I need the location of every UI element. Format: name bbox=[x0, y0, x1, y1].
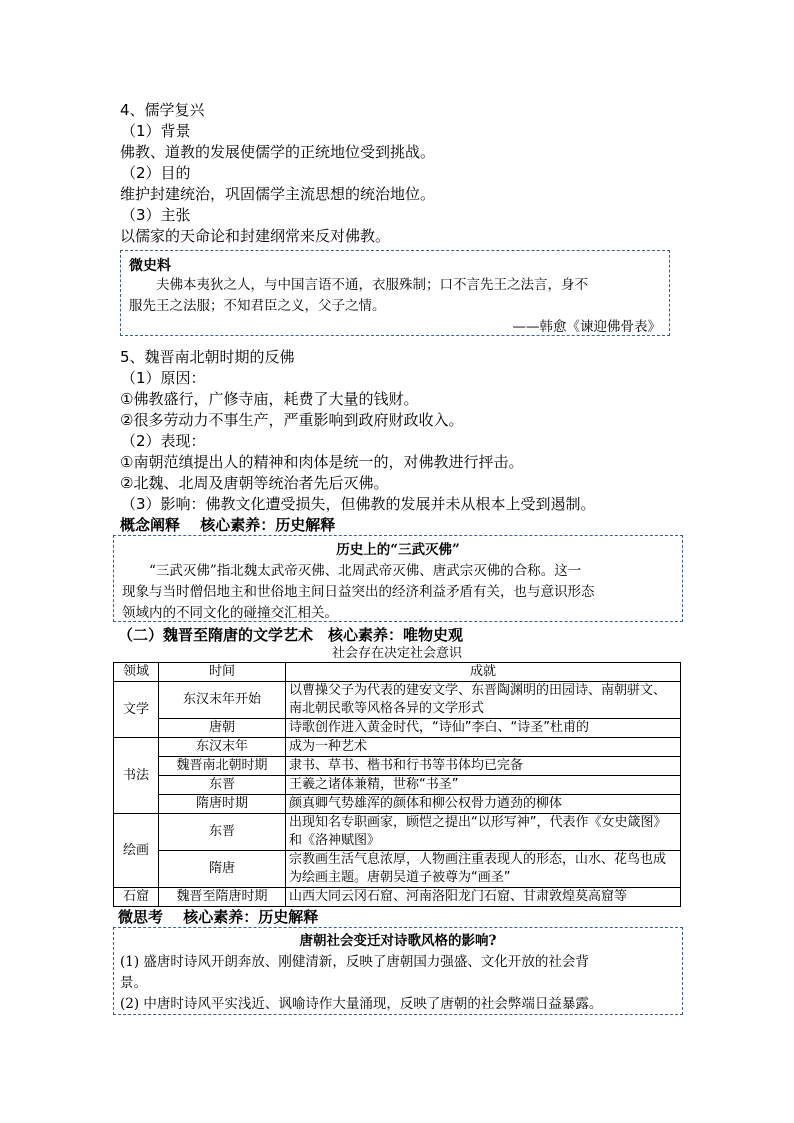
achievement-cell: 隶书、草书、楷书和行书等书体均已完备 bbox=[286, 757, 681, 776]
section4-title: 4、儒学复兴 bbox=[120, 101, 205, 119]
impact-text: （3）影响：佛教文化遭受损失，但佛教的发展并未从根本上受到遏制。 bbox=[121, 495, 596, 513]
achievement-cell: 诗歌创作进入黄金时代，“诗仙”李白、“诗圣”杜甫的 bbox=[286, 719, 681, 738]
table-row bbox=[114, 814, 681, 851]
concept-box-title: 历史上的“三武灭佛” bbox=[336, 542, 460, 558]
reflect-heading: 微思考 核心素养：历史解释 bbox=[118, 908, 319, 926]
cause-item-1: ①佛教盛行，广修寺庙，耗费了大量的钱财。 bbox=[120, 390, 419, 408]
time-cell: 东汉末年 bbox=[159, 738, 286, 757]
time-cell: 魏晋至隋唐时期 bbox=[159, 888, 286, 907]
concept-line3: 领域内的不同文化的碰撞交汇相关。 bbox=[122, 605, 338, 621]
concept-box bbox=[113, 535, 683, 622]
cause-item-2: ②很多劳动力不事生产，严重影响到政府财政收入。 bbox=[120, 411, 464, 429]
micro-history-line2: 服先王之法服；不知君臣之义，父子之情。 bbox=[129, 298, 386, 314]
concept-line1: “三武灭佛”指北魏太武帝灭佛、北周武帝灭佛、唐武宗灭佛的合称。这一 bbox=[149, 563, 582, 579]
reflect-question: 唐朝社会变迁对诗歌风格的影响? bbox=[299, 933, 497, 949]
achievements-table bbox=[113, 662, 681, 907]
achievement-cell: 王羲之诸体兼精，世称“书圣” bbox=[286, 776, 681, 795]
time-cell: 东晋 bbox=[159, 814, 286, 851]
reflect-answer-1b: 景。 bbox=[120, 975, 147, 991]
goal-label: （2）目的 bbox=[121, 164, 191, 182]
time-cell: 隋唐 bbox=[159, 851, 286, 888]
time-cell: 东晋 bbox=[159, 776, 286, 795]
table-row bbox=[114, 682, 681, 719]
concept-line2: 现象与当时僧侣地主和世俗地主间日益突出的经济利益矛盾有关，也与意识形态 bbox=[122, 584, 595, 600]
domain-painting: 绘画 bbox=[114, 814, 159, 888]
header-domain: 领域 bbox=[114, 663, 159, 682]
reflect-answer-2: (2) 中唐时诗风平实浅近、讽喻诗作大量涌现，反映了唐朝的社会弊端日益暴露。 bbox=[120, 996, 603, 1012]
micro-history-header: 微史料 bbox=[129, 258, 171, 274]
micro-history-box bbox=[120, 250, 670, 336]
domain-grotto: 石窟 bbox=[114, 888, 159, 907]
achievement-cell: 成为一种艺术 bbox=[286, 738, 681, 757]
time-cell: 隋唐时期 bbox=[159, 795, 286, 814]
table-row bbox=[114, 795, 681, 814]
section5-title: 5、魏晋南北朝时期的反佛 bbox=[120, 348, 295, 366]
table-row bbox=[114, 757, 681, 776]
micro-history-line1: 夫佛本夷狄之人，与中国言语不通，衣服殊制；口不言先王之法言，身不 bbox=[156, 277, 588, 293]
table-row bbox=[114, 738, 681, 757]
achievement-cell: 出现知名专职画家，顾恺之提出“以形写神”，代表作《女史箴图》和《洛神赋图》 bbox=[286, 814, 681, 851]
reflect-box bbox=[113, 927, 683, 1015]
background-label: （1）背景 bbox=[121, 122, 191, 140]
part2-heading bbox=[118, 625, 463, 645]
achievement-cell: 颜真卿气势雄浑的颜体和柳公权骨力遒劲的柳体 bbox=[286, 795, 681, 814]
time-cell: 魏晋南北朝时期 bbox=[159, 757, 286, 776]
time-cell: 唐朝 bbox=[159, 719, 286, 738]
header-time: 时间 bbox=[159, 663, 286, 682]
table-row bbox=[114, 719, 681, 738]
goal-text: 维护封建统治，巩固儒学主流思想的统治地位。 bbox=[120, 185, 436, 203]
table-header-row bbox=[114, 663, 681, 682]
achievement-cell: 以曹操父子为代表的建安文学、东晋陶渊明的田园诗、南朝骈文、南北朝民歌等风格各异的文学形式 bbox=[286, 682, 681, 719]
header-achievement: 成就 bbox=[286, 663, 681, 682]
show-item-1: ①南朝范缜提出人的精神和肉体是统一的，对佛教进行抨击。 bbox=[120, 453, 524, 471]
table-row bbox=[114, 851, 681, 888]
background-text: 佛教、道教的发展使儒学的正统地位受到挑战。 bbox=[120, 143, 436, 161]
domain-literature: 文学 bbox=[114, 682, 159, 738]
achievement-cell: 宗教画生活气息浓厚，人物画注重表现人的形态，山水、花鸟也成为绘画主题。唐朝吴道子被尊为“画圣” bbox=[286, 851, 681, 888]
achievement-cell: 山西大同云冈石窟、河南洛阳龙门石窟、甘肃敦煌莫高窟等 bbox=[286, 888, 681, 907]
cause-label: （1）原因： bbox=[121, 369, 206, 387]
table-row bbox=[114, 776, 681, 795]
time-cell: 东汉末年开始 bbox=[159, 682, 286, 719]
show-item-2: ②北魏、北周及唐朝等统治者先后灭佛。 bbox=[120, 474, 389, 492]
table-row bbox=[114, 888, 681, 907]
micro-history-source: ——韩愈《谏迎佛骨表》 bbox=[512, 319, 661, 335]
part2-subtitle: 社会存在决定社会意识 bbox=[331, 646, 462, 661]
claim-text: 以儒家的天命论和封建纲常来反对佛教。 bbox=[120, 227, 391, 245]
show-label: （2）表现： bbox=[121, 432, 206, 450]
reflect-answer-1a: (1) 盛唐时诗风开朗奔放、刚健清新，反映了唐朝国力强盛、文化开放的社会背 bbox=[120, 954, 589, 970]
claim-label: （3）主张 bbox=[121, 206, 191, 224]
part2-heading-core: 核心素养：唯物史观 bbox=[313, 626, 464, 644]
part2-heading-main: （二）魏晋至隋唐的文学艺术 bbox=[118, 626, 314, 644]
domain-calligraphy: 书法 bbox=[114, 738, 159, 814]
concept-heading: 概念阐释 核心素养：历史解释 bbox=[120, 516, 336, 534]
